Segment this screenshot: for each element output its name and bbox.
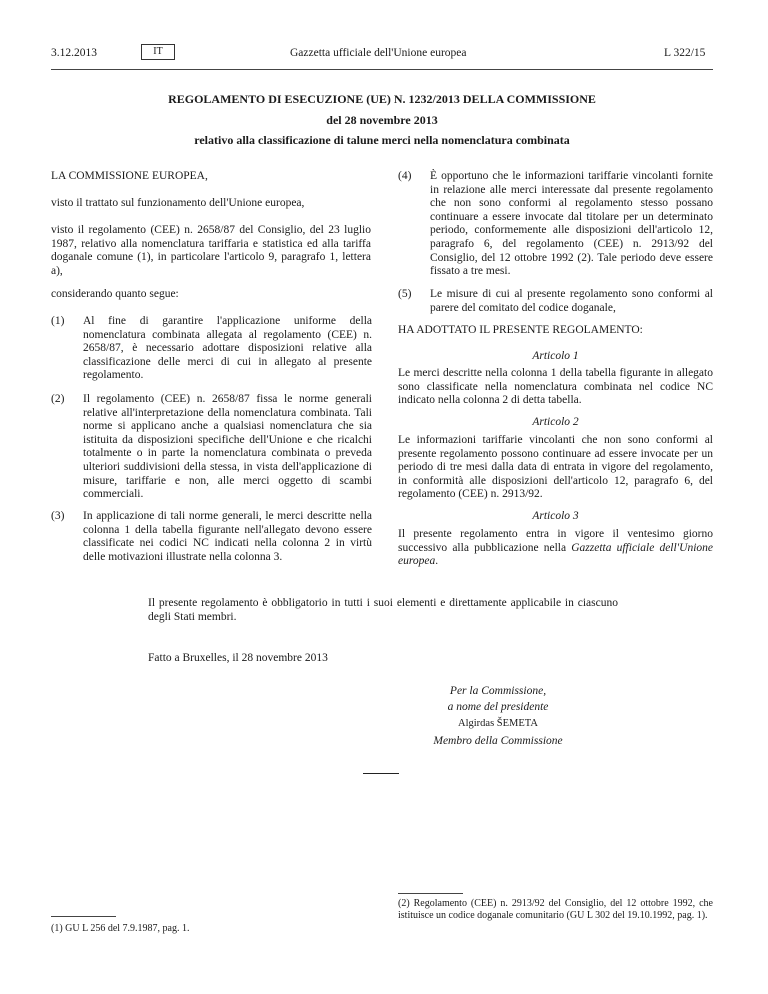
recital-number: (3) [51, 510, 65, 522]
article-2-title: Articolo 2 [532, 416, 579, 428]
article-3-text: Il presente regolamento entra in vigore il ventesimo giorno successivo alla pubblicazione nella Gazzetta ufficiale dell'Unione europea. [398, 528, 713, 568]
article-1-text: Le merci descritte nella colonna 1 della tabella figurante in allegato sono classificate nella nomenclatura combinata nel codice NC indicato nella colonna 2 di detta tabella. [398, 367, 713, 407]
binding-statement: Il presente regolamento è obbligatorio in tutti i suoi elementi e direttamente applicabile in ciascuno degli Stati membri. [148, 597, 618, 623]
commission-heading: LA COMMISSIONE EUROPEA, [51, 170, 208, 182]
recital-number: (4) [398, 170, 412, 182]
place-and-date: Fatto a Bruxelles, il 28 novembre 2013 [148, 652, 328, 664]
recital-text: Al fine di garantire l'applicazione uniforme della nomenclatura combinata allegata al regolamento (CEE) n. 2658/87, è necessario adottare disposizioni relative alla classificazione delle merci di cui in allegato al presente regolamento. [83, 315, 372, 382]
footnote-rule [398, 893, 463, 894]
regulation-title: REGOLAMENTO DI ESECUZIONE (UE) N. 1232/2013 DELLA COMMISSIONE [168, 92, 596, 106]
recital-number: (2) [51, 393, 65, 405]
signatory-name: Algirdas ŠEMETA [458, 718, 538, 729]
recital-text: È opportuno che le informazioni tariffarie vincolanti fornite in relazione alle merci interessate dal presente regolamento che non sono conformi al regolamento stesso possano continuare a essere invocate dal titolare per un determinato periodo, conformemente alle disposizioni dell'articolo 12, paragrafo 6, del regolamento (CEE) n. 2913/92 del Consiglio, del 12 ottobre 1992 (2). Tale periodo deve essere fissato a tre mesi. [430, 170, 713, 278]
footnote-1: (1) GU L 256 del 7.9.1987, pag. 1. [51, 923, 190, 934]
article-1-title: Articolo 1 [532, 350, 579, 362]
page-number: L 322/15 [664, 47, 706, 59]
visto-treaty: visto il trattato sul funzionamento dell'Unione europea, [51, 197, 305, 209]
language-badge: IT [141, 44, 175, 60]
recital-text: Il regolamento (CEE) n. 2658/87 fissa le norme generali relative all'interpretazione della nomenclatura combinata. Tali norme si applicano anche a qualsiasi nomenclatura che sia istituita da disposizioni specifiche dell'Unione e che ricalchi totalmente o in parte la nomenclatura combinata o preveda ulteriori suddivisioni della stessa, in vista dell'applicazione di misure, tariffarie e non, alle merci oggetto di scambi commerciali. [83, 393, 372, 501]
adopted-heading: HA ADOTTATO IL PRESENTE REGOLAMENTO: [398, 324, 643, 336]
regulation-subject: relativo alla classificazione di talune merci nella nomenclatura combinata [194, 133, 570, 147]
visto-regulation: visto il regolamento (CEE) n. 2658/87 del Consiglio, del 23 luglio 1987, relativo alla nomenclatura tariffaria e statistica ed alla tariffa doganale comune (1), in particolare l'articolo 9, paragrafo 1, lettera a), [51, 224, 371, 277]
recital-number: (5) [398, 288, 412, 300]
signature-for: Per la Commissione, [449, 685, 547, 697]
article-3-title: Articolo 3 [532, 510, 579, 522]
regulation-date: del 28 novembre 2013 [326, 113, 438, 127]
recital-text: In applicazione di tali norme generali, le merci descritte nella colonna 1 della tabella figurante nell'allegato devono essere classificate nei codici NC indicati nella colonna 2 in virtù delle motivazioni illustrate nella colonna 3. [83, 510, 372, 563]
considerando: considerando quanto segue: [51, 288, 179, 300]
recital-text: Le misure di cui al presente regolamento sono conformi al parere del comitato del codice doganale, [430, 288, 713, 314]
signatory-role: Membro della Commissione [433, 735, 563, 747]
end-rule [363, 773, 399, 774]
footnote-rule [51, 916, 116, 917]
publication-date: 3.12.2013 [51, 47, 97, 59]
recital-number: (1) [51, 315, 65, 327]
header-rule [51, 69, 713, 70]
journal-title: Gazzetta ufficiale dell'Unione europea [290, 47, 467, 59]
footnote-2: (2) Regolamento (CEE) n. 2913/92 del Consiglio, del 12 ottobre 1992, che istituisce un codice doganale comunitario (GU L 302 del 19.10.1992, pag. 1). [398, 898, 713, 921]
article-2-text: Le informazioni tariffarie vincolanti che non sono conformi al presente regolamento possono continuare ad essere invocate per un periodo di tre mesi dalla data di entrata in vigore del regolamento, in conformità alle disposizioni dell'articolo 12, paragrafo 6, del regolamento (CEE) n. 2913/92. [398, 434, 713, 501]
signature-on-behalf: a nome del presidente [447, 701, 549, 713]
